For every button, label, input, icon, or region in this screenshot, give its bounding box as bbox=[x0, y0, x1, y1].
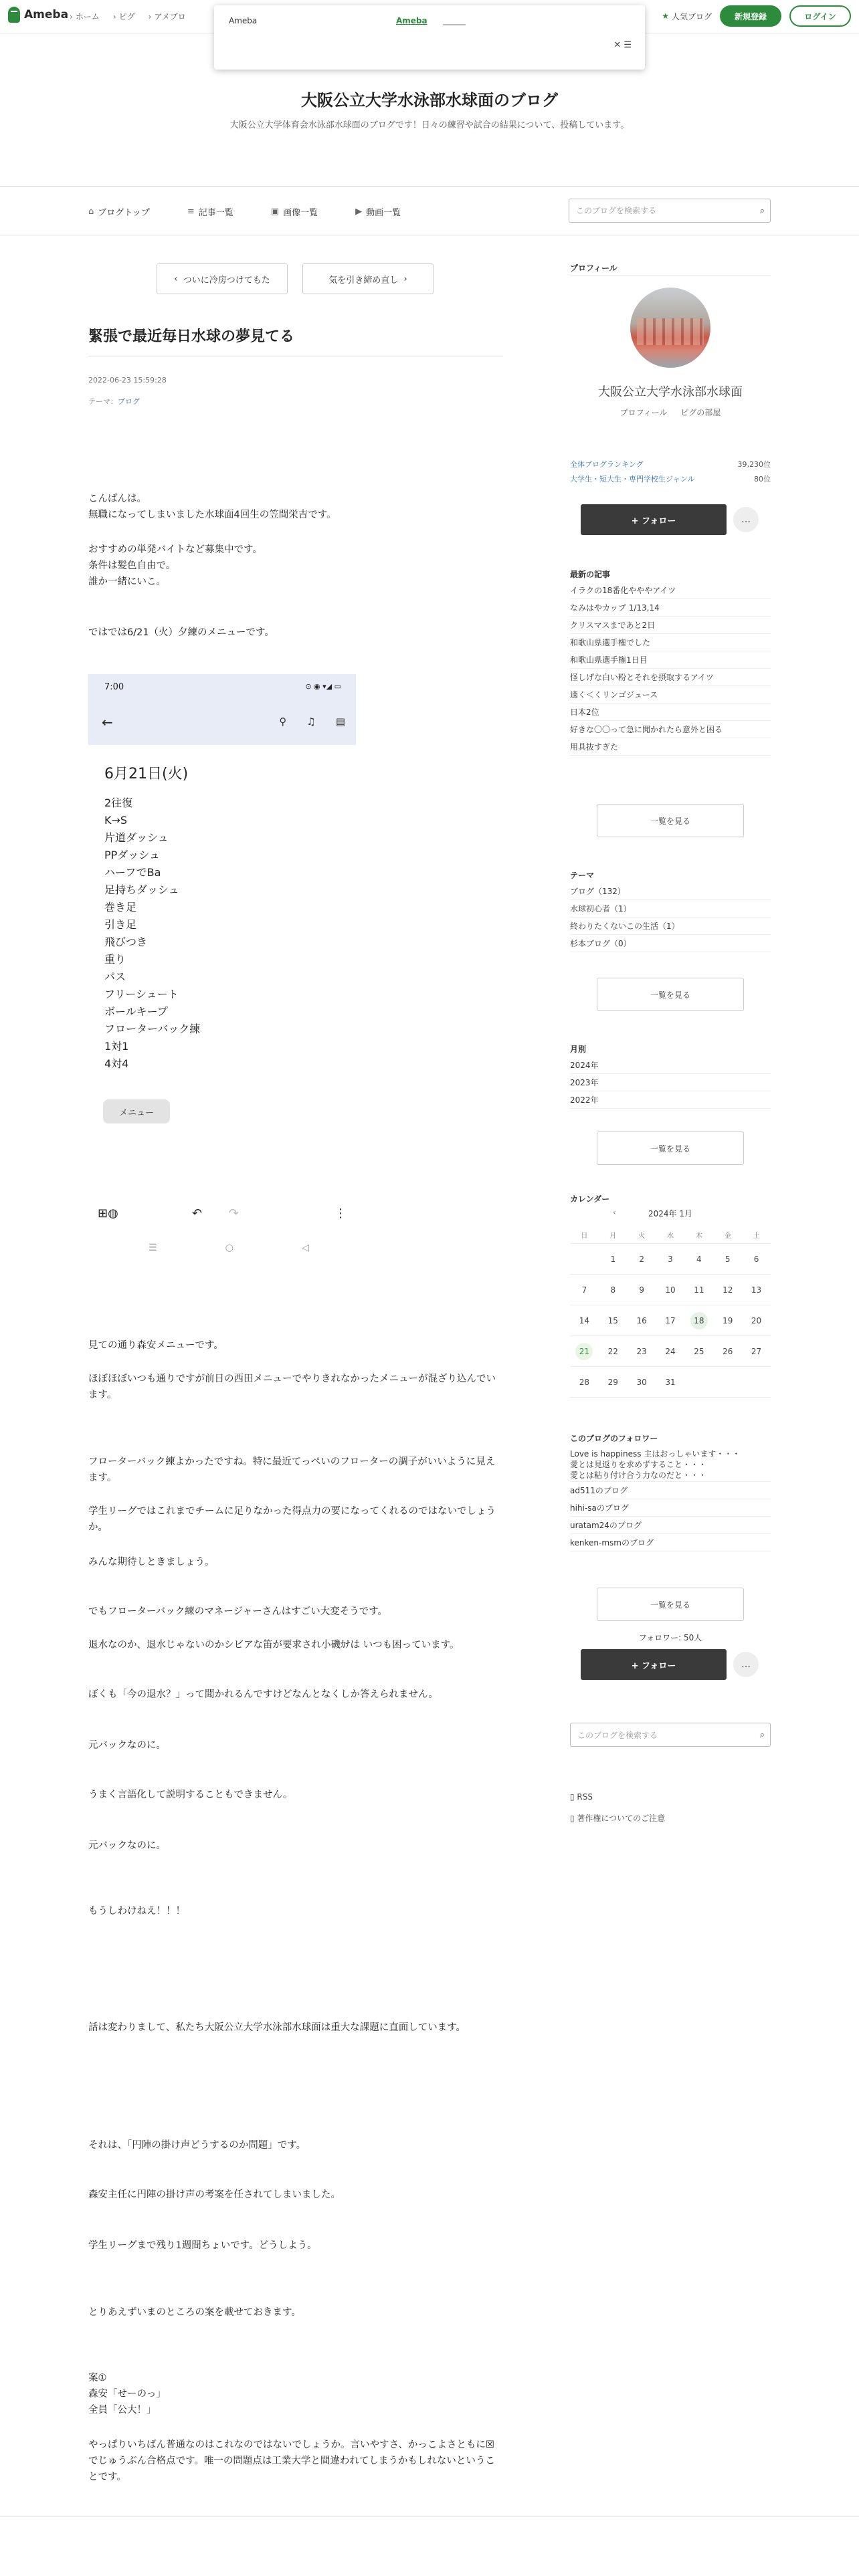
calendar-day[interactable]: 24 bbox=[656, 1336, 685, 1367]
nav-image-list[interactable]: ▣ 画像一覧 bbox=[270, 207, 318, 218]
popup-close-icon[interactable]: ✕ ☰ bbox=[613, 40, 632, 50]
ranking-overall[interactable]: 全体ブログランキング 39,230位 bbox=[570, 460, 771, 469]
prev-article-button[interactable]: ‹ ついに冷房つけてもた bbox=[157, 263, 288, 294]
back-arrow-icon: ← bbox=[102, 714, 113, 730]
calendar-weekday: 土 bbox=[742, 1226, 771, 1244]
article-paragraph: 学生リーグではこれまでチームに足りなかった得点力の要になってくれるのではないでしょうか。 bbox=[88, 1506, 496, 1533]
article-paragraph: 森安主任に円陣の掛け声の考案を任されてしまいました。 bbox=[88, 2189, 341, 2200]
copyright-icon: ▯ bbox=[570, 1814, 577, 1823]
sidebar-search-input[interactable]: このブログを検索する ⌕ bbox=[570, 1723, 771, 1747]
add-box-icon: ⊞ bbox=[98, 1206, 108, 1220]
phone-time: 7:00 bbox=[104, 682, 124, 692]
list-item[interactable]: uratam24のブログ bbox=[570, 1517, 771, 1534]
calendar-weekday: 水 bbox=[656, 1226, 685, 1244]
calendar-day[interactable]: 18 bbox=[684, 1305, 713, 1336]
see-more-followers-button[interactable]: 一覧を見る bbox=[597, 1588, 744, 1621]
calendar-day[interactable]: 22 bbox=[599, 1336, 628, 1367]
search-icon[interactable]: ⌕ bbox=[759, 1730, 765, 1740]
article-title[interactable]: 緊張で最近毎日水球の夢見てる bbox=[88, 328, 295, 345]
chevron-left-icon: ‹ bbox=[174, 274, 183, 284]
see-more-articles-button[interactable]: 一覧を見る bbox=[597, 804, 744, 837]
calendar-day[interactable]: 10 bbox=[656, 1275, 685, 1305]
blog-search-input[interactable]: このブログを検索する ⌕ bbox=[569, 199, 771, 223]
search-icon[interactable]: ⌕ bbox=[759, 206, 765, 216]
article-paragraph: 退水なのか、退水じゃないのかシビアな笛が要求され小磯ｶﾅは いつも困っています。 bbox=[88, 1640, 460, 1650]
see-more-themes-button[interactable]: 一覧を見る bbox=[597, 978, 744, 1011]
list-item[interactable]: 杉本ブログ（0） bbox=[570, 935, 771, 952]
article-paragraph: 案① 森安「せーのっ」 全員「公大！」 bbox=[88, 2373, 166, 2416]
home-circle-icon: ○ bbox=[225, 1243, 233, 1253]
phone-status-icons: ⊙ ◉ ▾◢ ▭ bbox=[305, 682, 341, 691]
home-icon: ⌂ bbox=[88, 207, 94, 217]
article-paragraph: 元バックなのに。 bbox=[88, 1840, 166, 1851]
follow-button[interactable]: + フォロー bbox=[581, 504, 727, 535]
article-paragraph: とりあえずいまのところの案を載せておきます。 bbox=[88, 2307, 301, 2318]
palette-icon: ◍ bbox=[108, 1206, 118, 1220]
list-item[interactable]: 用具抜すぎた bbox=[570, 738, 771, 756]
redo-icon: ↷ bbox=[228, 1206, 239, 1220]
list-item[interactable]: ブログ（132） bbox=[570, 883, 771, 900]
calendar-day[interactable]: 9 bbox=[628, 1275, 656, 1305]
list-item[interactable]: kenken-msmのブログ bbox=[570, 1534, 771, 1551]
image-icon: ▣ bbox=[270, 207, 280, 217]
calendar-day[interactable]: 7 bbox=[570, 1275, 599, 1305]
nav-ameblo[interactable]: › アメブロ bbox=[149, 11, 186, 22]
blog-description: 大阪公立大学体育会水泳部水球面のブログです！日々の練習や試合の結果について、投稿しています。 bbox=[229, 120, 630, 130]
login-button[interactable]: ログイン bbox=[789, 5, 851, 27]
ad-popup bbox=[214, 5, 645, 70]
calendar-weekday: 火 bbox=[628, 1226, 656, 1244]
follow-button-2[interactable]: + フォロー bbox=[581, 1649, 727, 1680]
popup-label: Ameba bbox=[229, 16, 258, 25]
calendar-day[interactable]: 11 bbox=[684, 1275, 713, 1305]
followers-heading: このブログのフォロワー bbox=[570, 1434, 658, 1443]
ranking-genre[interactable]: 大学生・短大生・専門学校生ジャンル 80位 bbox=[570, 475, 771, 484]
undo-icon: ↶ bbox=[191, 1206, 202, 1220]
followers-list bbox=[570, 1448, 771, 1551]
list-item[interactable]: 2024年 bbox=[570, 1057, 771, 1074]
more-options-icon[interactable]: … bbox=[733, 507, 759, 532]
nav-home[interactable]: › ホーム bbox=[70, 11, 100, 22]
calendar-heading: カレンダー bbox=[570, 1194, 610, 1204]
calendar-weekday: 日 bbox=[570, 1226, 599, 1244]
calendar-month: 2024年 1月 bbox=[648, 1209, 692, 1218]
calendar-day bbox=[742, 1367, 771, 1398]
list-item[interactable]: 終わりたくないこの生活（1） bbox=[570, 918, 771, 935]
calendar-day[interactable]: 17 bbox=[656, 1305, 685, 1336]
menu-screenshot-image bbox=[88, 674, 356, 1263]
calendar-day[interactable]: 2 bbox=[628, 1244, 656, 1275]
list-item[interactable]: 適く＜くリンゴジュース bbox=[570, 686, 771, 704]
phone-toolbar bbox=[98, 1206, 347, 1220]
phone-label-chip: メニュー bbox=[103, 1099, 170, 1123]
signup-button[interactable]: 新規登録 bbox=[720, 5, 781, 27]
article-paragraph: もうしわけねえ！！！ bbox=[88, 1906, 185, 1917]
list-item[interactable]: 2022年 bbox=[570, 1091, 771, 1109]
calendar-day[interactable]: 25 bbox=[684, 1336, 713, 1367]
list-item[interactable]: ad511のブログ bbox=[570, 1482, 771, 1499]
article-paragraph: 見ての通り森安メニューです。 bbox=[88, 1340, 223, 1351]
calendar-prev-icon[interactable]: ‹ bbox=[613, 1208, 616, 1217]
article-paragraph: 話は変わりまして、私たち大阪公立大学水泳部水球面は重大な課題に直面しています。 bbox=[88, 2022, 466, 2033]
list-item[interactable]: 好きな〇〇って急に聞かれたら意外と困る bbox=[570, 721, 771, 738]
back-triangle-icon: ◁ bbox=[302, 1243, 309, 1253]
article-date: 2022-06-23 15:59:28 bbox=[88, 376, 167, 385]
calendar-day[interactable]: 28 bbox=[570, 1367, 599, 1398]
article-paragraph: 元バックなのに。 bbox=[88, 1740, 166, 1751]
calendar-weekday: 木 bbox=[684, 1226, 713, 1244]
list-item[interactable]: なみはやカップ 1/13,14 bbox=[570, 599, 771, 617]
phone-note-date: 6月21日(火) bbox=[104, 766, 189, 782]
calendar-day bbox=[684, 1367, 713, 1398]
nav-video-list[interactable]: ▶ 動画一覧 bbox=[355, 207, 401, 218]
list-item[interactable]: hihi-saのブログ bbox=[570, 1499, 771, 1517]
list-item[interactable]: イラクの18番化やややアイツ bbox=[570, 582, 771, 599]
video-icon: ▶ bbox=[355, 207, 363, 217]
calendar-weekday: 月 bbox=[599, 1226, 628, 1244]
calendar-day[interactable]: 5 bbox=[713, 1244, 742, 1275]
calendar-day[interactable]: 4 bbox=[684, 1244, 713, 1275]
chevron-right-icon: › bbox=[398, 274, 407, 284]
article-paragraph: でもフローターバック練のマネージャーさんはすごい大変そうです。 bbox=[88, 1606, 388, 1617]
calendar-day[interactable]: 29 bbox=[599, 1367, 628, 1398]
more-vert-icon: ⋮ bbox=[335, 1206, 347, 1220]
popup-divider bbox=[443, 24, 466, 25]
calendar-day[interactable]: 30 bbox=[628, 1367, 656, 1398]
rss-link[interactable]: ▯ RSS bbox=[570, 1792, 593, 1802]
monthly-heading: 月別 bbox=[570, 1045, 587, 1054]
article-paragraph: みんな期待しときましょう。 bbox=[88, 1557, 215, 1568]
calendar-day[interactable]: 3 bbox=[656, 1244, 685, 1275]
article-paragraph: こんばんは。 無職になってしまいました水球面4回生の笠間栄吉です。 bbox=[88, 494, 337, 520]
copyright-link[interactable]: ▯ 著作権についてのご注意 bbox=[570, 1814, 666, 1823]
crown-icon: ★ bbox=[662, 11, 669, 21]
blog-nav bbox=[0, 186, 859, 235]
calendar-day[interactable]: 8 bbox=[599, 1275, 628, 1305]
profile-heading: プロフィール bbox=[570, 263, 617, 273]
article-paragraph: 学生リーグまで残り1週間ちょいです。どうしよう。 bbox=[88, 2240, 317, 2251]
themes-heading: テーマ bbox=[570, 871, 595, 880]
bell-icon: ♫ bbox=[306, 716, 316, 728]
nav-blog-top[interactable]: ⌂ ブログトップ bbox=[88, 207, 150, 218]
calendar-day[interactable]: 21 bbox=[570, 1336, 599, 1367]
article-paragraph: フローターバック練よかったですね。特に最近てっぺいのフローターの調子がいいように見えます。 bbox=[88, 1457, 496, 1483]
themes-list bbox=[570, 883, 771, 952]
calendar-day[interactable]: 26 bbox=[713, 1336, 742, 1367]
recent-apps-icon: ☰ bbox=[149, 1243, 157, 1253]
calendar-day bbox=[570, 1244, 599, 1275]
calendar-day[interactable]: 15 bbox=[599, 1305, 628, 1336]
rss-icon: ▯ bbox=[570, 1792, 577, 1802]
calendar-day[interactable]: 16 bbox=[628, 1305, 656, 1336]
article-paragraph: おすすめの単発バイトなど募集中です。 条件は髪色自由で。 誰か一緒にいこ。 bbox=[88, 544, 262, 587]
ameba-mark-icon bbox=[8, 7, 20, 23]
ameba-logo[interactable]: Ameba bbox=[8, 7, 68, 23]
calendar-day bbox=[713, 1367, 742, 1398]
calendar-weekday: 金 bbox=[713, 1226, 742, 1244]
calendar-day[interactable]: 12 bbox=[713, 1275, 742, 1305]
list-item[interactable]: Love is happiness 主はおっしゃいます・・・ bbox=[570, 1449, 741, 1459]
archive-icon: ▤ bbox=[335, 716, 345, 728]
nav-pigg[interactable]: › ピグ bbox=[113, 11, 135, 22]
list-item[interactable]: 和歌山県選手権1日目 bbox=[570, 651, 771, 669]
profile-links[interactable]: プロフィール ピグの部屋 bbox=[619, 408, 721, 417]
calendar-day[interactable]: 19 bbox=[713, 1305, 742, 1336]
article-paragraph: やっぱりいちばん普通なのはこれなのではないでしょうか。言いやすさ、かっこよさともに☒でじゅうぶん合格点です。唯一の問題点は工業大学と間違われてしまうかもしれないということです。 bbox=[88, 2440, 495, 2482]
calendar-grid bbox=[570, 1226, 771, 1398]
calendar-day[interactable]: 6 bbox=[742, 1244, 771, 1275]
list-item[interactable]: 和歌山県選手権でした bbox=[570, 634, 771, 651]
article-paragraph: ではでは6/21（火）夕練のメニューです。 bbox=[88, 627, 274, 638]
recent-articles-heading: 最新の記事 bbox=[570, 570, 611, 579]
list-item[interactable]: 愛とは粘り付け合う力なのだと・・・ bbox=[570, 1470, 771, 1482]
phone-menu-list: 2往復 K→S 片道ダッシュ PPダッシュ ハーフでBa 足持ちダッシュ 巻き足 引き足 飛びつき 重り パス フリーシュート ボールキープ フローターバック練 1対1 4対4 bbox=[104, 796, 201, 1070]
calendar-day[interactable]: 31 bbox=[656, 1367, 685, 1398]
list-icon: ≡ bbox=[187, 207, 195, 217]
recent-articles-list bbox=[570, 582, 771, 756]
nav-article-list[interactable]: ≡ 記事一覧 bbox=[187, 207, 233, 218]
theme-link[interactable]: ブログ bbox=[118, 397, 140, 406]
article-paragraph: ほぼほぼいつも通りですが前日の西田メニューでやりきれなかったメニューが混ざり込んでいます。 bbox=[88, 1374, 496, 1400]
blog-title[interactable]: 大阪公立大学水泳部水球面のブログ bbox=[301, 91, 558, 110]
global-nav bbox=[70, 11, 186, 22]
list-item[interactable]: 日本2位 bbox=[570, 704, 771, 721]
profile-avatar[interactable] bbox=[630, 288, 710, 368]
more-options-icon-2[interactable]: … bbox=[733, 1652, 759, 1677]
article-paragraph: それは、「円陣の掛け声どうするのか問題」です。 bbox=[88, 2140, 306, 2151]
calendar-day[interactable]: 23 bbox=[628, 1336, 656, 1367]
next-article-button[interactable]: 気を引き締め直し › bbox=[302, 263, 434, 294]
monthly-list bbox=[570, 1057, 771, 1109]
list-item[interactable]: 怪しげな白い粉とそれを摂取するアイツ bbox=[570, 669, 771, 686]
list-item[interactable]: 水球初心者（1） bbox=[570, 900, 771, 918]
article-paragraph: うまく言語化して説明することもできません。 bbox=[88, 1790, 293, 1800]
list-item[interactable]: 愛とは見返りを求めずすること・・・ bbox=[570, 1460, 707, 1469]
phone-system-nav bbox=[149, 1243, 309, 1253]
article-paragraph: ぼくも「今の退水？」って聞かれるんですけどなんとなくしか答えられません。 bbox=[88, 1689, 438, 1700]
follower-count: フォロワー: 50人 bbox=[638, 1633, 702, 1642]
calendar-day[interactable]: 20 bbox=[742, 1305, 771, 1336]
see-more-months-button[interactable]: 一覧を見る bbox=[597, 1132, 744, 1165]
header-actions bbox=[662, 5, 851, 27]
phone-app-header bbox=[88, 674, 356, 745]
article-theme: テーマ：ブログ bbox=[88, 397, 140, 406]
popular-blog-link[interactable]: ★ 人気ブログ bbox=[662, 11, 712, 21]
profile-name[interactable]: 大阪公立大学水泳部水球面 bbox=[598, 385, 743, 399]
calendar-day[interactable]: 14 bbox=[570, 1305, 599, 1336]
calendar-day[interactable]: 13 bbox=[742, 1275, 771, 1305]
pin-icon: ⚲ bbox=[279, 716, 287, 728]
list-item[interactable]: クリスマスまであと2日 bbox=[570, 617, 771, 634]
popup-link[interactable]: Ameba bbox=[396, 16, 427, 25]
calendar-day[interactable]: 1 bbox=[599, 1244, 628, 1275]
list-item[interactable]: 2023年 bbox=[570, 1074, 771, 1091]
calendar-day[interactable]: 27 bbox=[742, 1336, 771, 1367]
